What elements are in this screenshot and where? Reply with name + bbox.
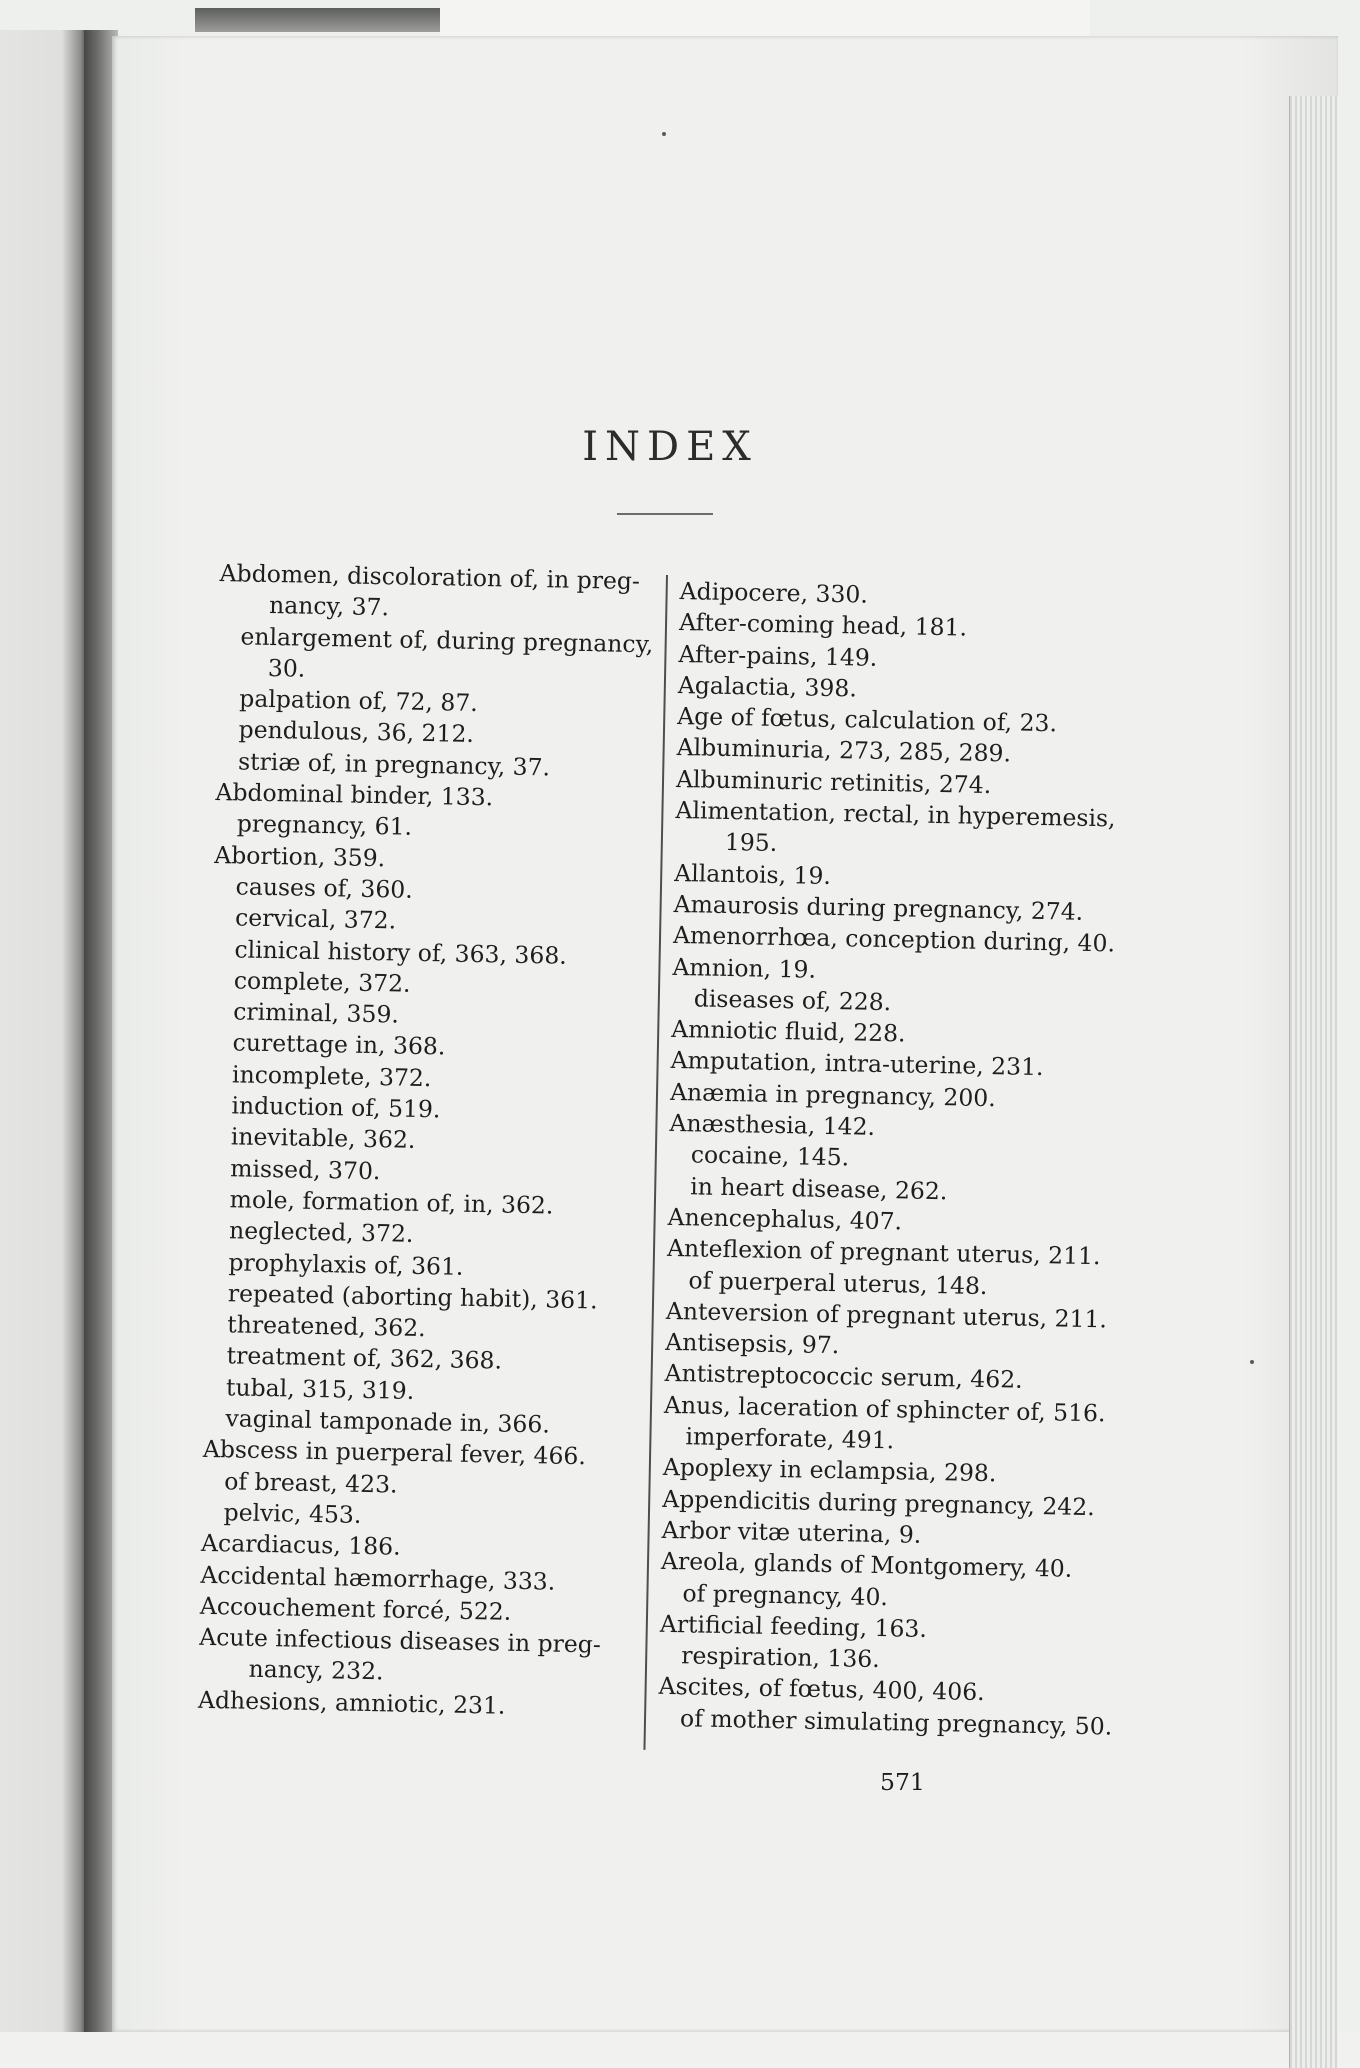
top-edge-shadow: [195, 8, 445, 32]
index-subentry: prophylaxis of, 361.: [228, 1247, 464, 1281]
index-entry: Amputation, intra-uterine, 231.: [670, 1046, 1044, 1082]
index-entry: Abdomen, discoloration of, in preg-: [219, 558, 641, 596]
index-entry: Accidental hæmorrhage, 333.: [200, 1560, 556, 1596]
index-subentry: neglected, 372.: [228, 1216, 414, 1249]
index-entry: Antisepsis, 97.: [665, 1327, 840, 1360]
index-subentry: curettage in, 368.: [232, 1028, 446, 1061]
index-entry: Acardiacus, 186.: [200, 1529, 401, 1561]
index-entry: Anteflexion of pregnant uterus, 211.: [666, 1234, 1101, 1271]
index-entry: Arbor vitæ uterina, 9.: [661, 1515, 922, 1549]
index-entry: Amnion, 19.: [672, 952, 817, 984]
left-page-margin: [0, 30, 88, 2032]
index-entry: Antistreptococcic serum, 462.: [664, 1359, 1023, 1395]
index-entry: Abortion, 359.: [214, 840, 386, 872]
index-entry: Albuminuria, 273, 285, 289.: [676, 733, 1012, 768]
index-entry: Accouchement forcé, 522.: [199, 1591, 512, 1626]
index-subentry: striæ of, in pregnancy, 37.: [237, 747, 551, 782]
index-entry: Anæsthesia, 142.: [669, 1108, 876, 1141]
index-subentry: pendulous, 36, 212.: [238, 715, 475, 749]
index-column-left: [198, 558, 660, 1724]
index-subentry: induction of, 519.: [231, 1091, 441, 1124]
index-entry: Appendicitis during pregnancy, 242.: [662, 1484, 1095, 1521]
index-entry: Amaurosis during pregnancy, 274.: [673, 889, 1084, 926]
index-entry: Abdominal binder, 133.: [215, 778, 494, 812]
index-subentry: diseases of, 228.: [693, 984, 892, 1016]
index-entry: Alimentation, rectal, in hyperemesis,: [675, 796, 1116, 833]
index-subentry: of mother simulating pregnancy, 50.: [679, 1703, 1113, 1741]
index-entry-continuation: 30.: [267, 653, 306, 683]
title-rule: [617, 513, 713, 515]
index-entry-continuation: nancy, 232.: [248, 1655, 384, 1686]
index-subentry: missed, 370.: [230, 1153, 381, 1185]
index-entry: Ascites, of fœtus, 400, 406.: [658, 1672, 985, 1707]
index-subentry: cervical, 372.: [234, 903, 397, 935]
index-entry: After-pains, 149.: [678, 639, 878, 672]
index-subentry: tubal, 315, 319.: [225, 1372, 415, 1405]
index-subentry: of puerperal uterus, 148.: [688, 1265, 988, 1300]
index-subentry: threatened, 362.: [227, 1310, 426, 1343]
index-subentry: enlargement of, during pregnancy,: [240, 622, 654, 658]
page-title: INDEX: [582, 424, 758, 470]
index-entry: Allantois, 19.: [674, 858, 832, 890]
index-subentry: clinical history of, 363, 368.: [234, 934, 568, 970]
index-entry: Amniotic fluid, 228.: [671, 1015, 906, 1048]
index-subentry: in heart disease, 262.: [690, 1171, 948, 1205]
index-subentry: inevitable, 362.: [230, 1122, 416, 1155]
index-entry-continuation: 195.: [724, 828, 778, 858]
index-subentry: causes of, 360.: [235, 872, 414, 904]
index-entry: Amenorrhœa, conception during, 40.: [672, 921, 1116, 958]
index-subentry: imperforate, 491.: [685, 1422, 895, 1455]
page-edge: [1289, 96, 1338, 2068]
index-subentry: pregnancy, 61.: [236, 809, 413, 842]
index-entry: Anencephalus, 407.: [667, 1202, 903, 1236]
index-entry: Areola, glands of Montgomery, 40.: [660, 1547, 1073, 1583]
index-entry: Anæmia in pregnancy, 200.: [669, 1077, 996, 1112]
dust-speck: [1250, 1360, 1254, 1364]
index-subentry: criminal, 359.: [233, 997, 400, 1029]
index-subentry: treatment of, 362, 368.: [226, 1341, 503, 1375]
index-entry: Adhesions, amniotic, 231.: [197, 1685, 506, 1720]
index-subentry: of pregnancy, 40.: [682, 1578, 889, 1611]
index-subentry: pelvic, 453.: [223, 1498, 362, 1529]
index-entry: Anus, laceration of sphincter of, 516.: [663, 1390, 1106, 1428]
index-entry: Artificial feeding, 163.: [659, 1609, 928, 1643]
index-entry: Anteversion of pregnant uterus, 211.: [665, 1296, 1108, 1334]
index-subentry: vaginal tamponade in, 366.: [225, 1404, 551, 1439]
index-entry: Age of fœtus, calculation of, 23.: [677, 702, 1058, 738]
index-entry: Apoplexy in eclampsia, 298.: [662, 1453, 997, 1488]
index-subentry: complete, 372.: [233, 966, 411, 998]
dust-speck: [662, 132, 666, 136]
index-entry: Abscess in puerperal fever, 466.: [202, 1435, 587, 1471]
index-entry-continuation: nancy, 37.: [268, 591, 390, 622]
index-subentry: of breast, 423.: [224, 1466, 398, 1499]
index-subentry: mole, formation of, in, 362.: [229, 1185, 554, 1220]
index-subentry: incomplete, 372.: [231, 1060, 432, 1092]
index-subentry: repeated (aborting habit), 361.: [227, 1279, 598, 1315]
index-subentry: palpation of, 72, 87.: [239, 684, 479, 718]
index-entry: Adipocere, 330.: [679, 576, 869, 609]
index-subentry: respiration, 136.: [681, 1641, 881, 1674]
page-number: 571: [880, 1768, 925, 1796]
index-entry: Agalactia, 398.: [677, 670, 858, 703]
index-entry: After-coming head, 181.: [678, 608, 968, 642]
index-column-right: [658, 576, 1120, 1742]
index-entry: Acute infectious diseases in preg-: [199, 1622, 602, 1659]
index-subentry: cocaine, 145.: [690, 1140, 850, 1172]
index-entry: Albuminuric retinitis, 274.: [675, 764, 992, 799]
